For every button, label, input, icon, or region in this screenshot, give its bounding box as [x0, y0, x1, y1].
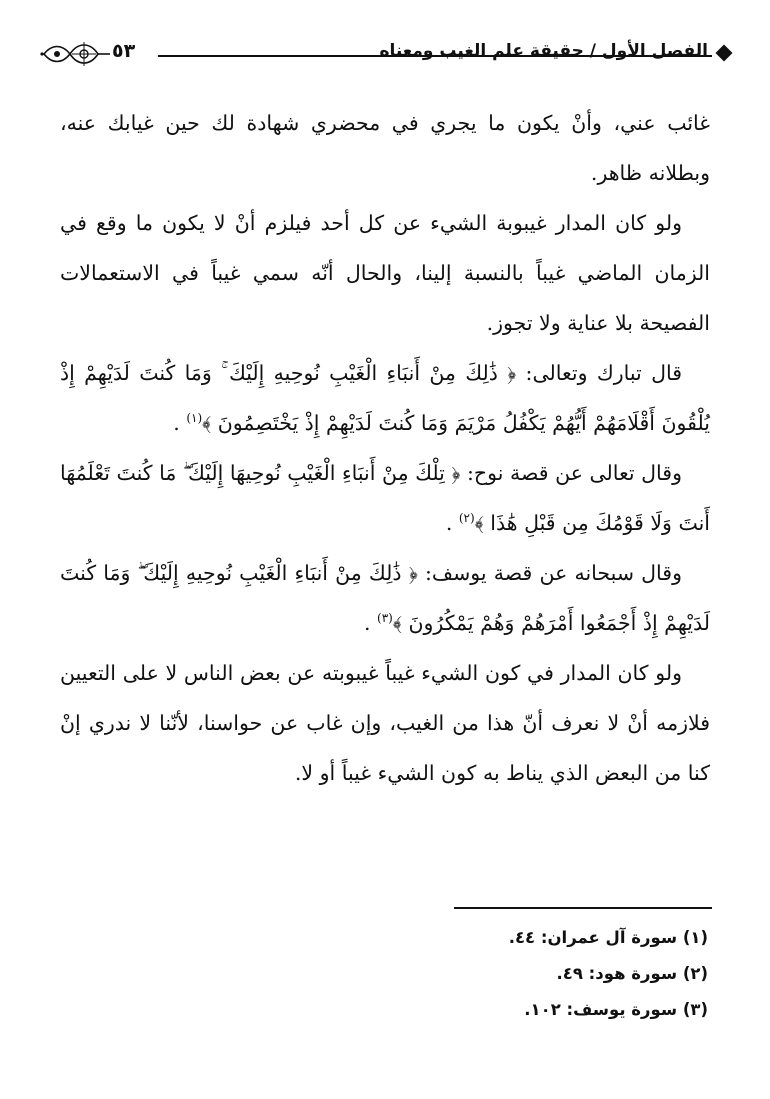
footnote: (٢) سورة هود: ٤٩.: [556, 964, 708, 983]
paragraph: ولو كان المدار في كون الشيء غيباً غيبوبته عن بعض الناس لا على التعيين فلازمه أنْ لا نعرف أنّ هذا من الغيب، وإن غاب عن حواسنا، لأنّنا لا ندري إنْ كنا من البعض الذي يناط به كون الشيء غيباً أو لا.: [60, 661, 710, 785]
running-header: [40, 38, 730, 64]
header-rule: [158, 55, 712, 57]
floral-ornament-icon: [40, 38, 112, 70]
quran-verse: ﴿ تِلْكَ مِنْ أَنبَاءِ الْغَيْبِ نُوحِيهَا إِلَيْكَ ۖ مَا كُنتَ تَعْلَمُهَا أَنتَ وَلَا قَوْمُكَ مِن قَبْلِ هَٰذَا ﴾: [60, 461, 710, 535]
header-diamond-ornament: [716, 45, 733, 62]
paragraph-with-verse: قال تبارك وتعالى: ﴿ ذَٰلِكَ مِنْ أَنبَاءِ الْغَيْبِ نُوحِيهِ إِلَيْكَ ۚ وَمَا كُنتَ لَدَيْهِمْ إِذْ يُلْقُونَ أَقْلَامَهُمْ أَيُّهُمْ يَكْفُلُ مَرْيَمَ وَمَا كُنتَ لَدَيْهِمْ إِذْ يَخْتَصِمُونَ ﴾$^{(١)}$ .: [60, 361, 710, 435]
quran-verse: ﴿ ذَٰلِكَ مِنْ أَنبَاءِ الْغَيْبِ نُوحِيهِ إِلَيْكَ ۖ وَمَا كُنتَ لَدَيْهِمْ إِذْ أَجْمَعُوا أَمْرَهُمْ وَهُمْ يَمْكُرُونَ ﴾: [60, 561, 710, 635]
paragraph-with-verse: وقال تعالى عن قصة نوح: ﴿ تِلْكَ مِنْ أَنبَاءِ الْغَيْبِ نُوحِيهَا إِلَيْكَ ۖ مَا كُنتَ تَعْلَمُهَا أَنتَ وَلَا قَوْمُكَ مِن قَبْلِ هَٰذَا ﴾$^{(٢)}$ .: [60, 461, 710, 535]
footnote-separator: [454, 907, 712, 909]
paragraph-with-verse: وقال سبحانه عن قصة يوسف: ﴿ ذَٰلِكَ مِنْ أَنبَاءِ الْغَيْبِ نُوحِيهِ إِلَيْكَ ۖ وَمَا كُنتَ لَدَيْهِمْ إِذْ أَجْمَعُوا أَمْرَهُمْ وَهُمْ يَمْكُرُونَ ﴾$^{(٣)}$ .: [60, 561, 710, 635]
main-text: [60, 98, 710, 798]
footnotes: [308, 920, 708, 1028]
quran-verse: ﴿ ذَٰلِكَ مِنْ أَنبَاءِ الْغَيْبِ نُوحِيهِ إِلَيْكَ ۚ وَمَا كُنتَ لَدَيْهِمْ إِذْ يُلْقُونَ أَقْلَامَهُمْ أَيُّهُمْ يَكْفُلُ مَرْيَمَ وَمَا كُنتَ لَدَيْهِمْ إِذْ يَخْتَصِمُونَ ﴾: [60, 361, 710, 435]
footnote: (١) سورة آل عمران: ٤٤.: [508, 928, 708, 947]
paragraph: غائب عني، وأنْ يكون ما يجري في محضري شهادة لك حين غيابك عنه، وبطلانه ظاهر.: [60, 111, 710, 185]
footnote: (٣) سورة يوسف: ١٠٢.: [524, 1000, 708, 1019]
page-number: ٥٣: [112, 40, 136, 62]
footnote-ref[interactable]: (٣): [377, 611, 393, 626]
chapter-title: الفصل الأول / حقيقة علم الغيب ومعناه: [379, 41, 708, 61]
paragraph: ولو كان المدار غيبوبة الشيء عن كل أحد فيلزم أنْ لا يكون ما وقع في الزمان الماضي غيباً بالنسبة إلينا، والحال أنّه سمي غيباً في الاستعمالات الفصيحة بلا عناية ولا تجوز.: [60, 211, 710, 335]
footnote-ref[interactable]: (٢): [458, 511, 475, 526]
footnote-ref[interactable]: (١): [186, 411, 203, 426]
